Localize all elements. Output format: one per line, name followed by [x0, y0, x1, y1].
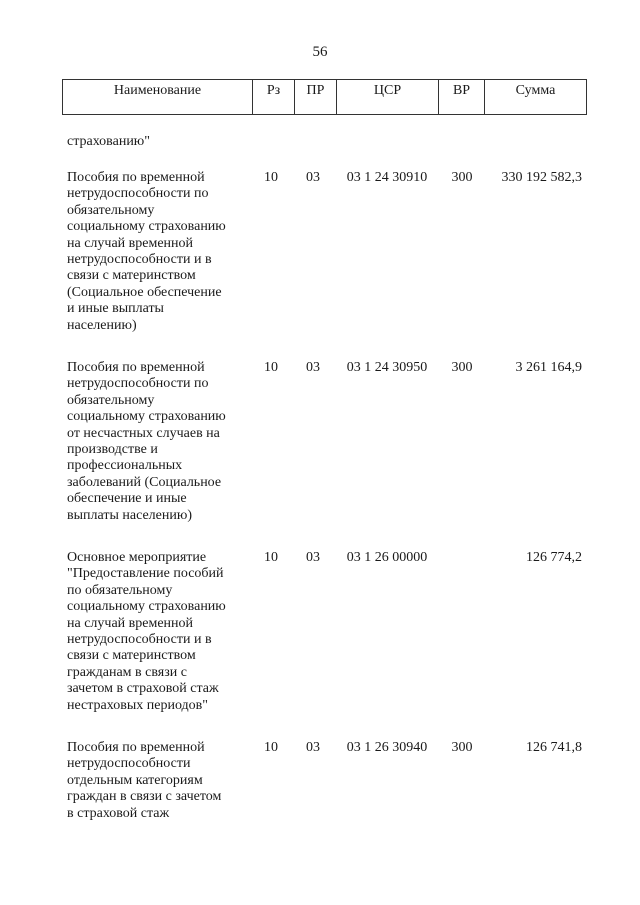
row-sum: 330 192 582,3 — [501, 170, 582, 185]
row-vr: 300 — [451, 740, 473, 755]
row-pr: 03 — [306, 740, 320, 755]
header-pr: ПР — [295, 80, 337, 114]
row-pr: 03 — [306, 360, 320, 375]
row-name: Пособия по временной нетрудоспособности по обязательному социальному страхованию от несчастных случаев на производстве и профессиональных заболеваний (Социальное обеспечение и иные выплаты населению) — [67, 360, 226, 523]
row-sum: 3 261 164,9 — [515, 360, 582, 375]
row-sum: 126 741,8 — [526, 740, 582, 755]
row-vr: 300 — [451, 170, 473, 185]
row-vr: 300 — [451, 360, 473, 375]
row-csr: 03 1 26 30940 — [346, 740, 428, 755]
continuation-text: страхованию" — [67, 134, 150, 149]
row-name: Основное мероприятие "Предоставление пособий по обязательному социальному страхованию на случай временной нетрудоспособности и в связи с материнством гражданам в связи с зачетом в страховой стаж нестраховых периодов" — [67, 550, 226, 713]
row-rz: 10 — [264, 360, 278, 375]
header-vr: ВР — [439, 80, 485, 114]
header-csr: ЦСР — [337, 80, 439, 114]
row-rz: 10 — [264, 170, 278, 185]
header-rz: Рз — [253, 80, 295, 114]
page-number: 56 — [312, 44, 328, 60]
row-sum: 126 774,2 — [526, 550, 582, 565]
header-name: Наименование — [63, 80, 253, 114]
row-pr: 03 — [306, 170, 320, 185]
row-csr: 03 1 24 30950 — [346, 360, 428, 375]
row-rz: 10 — [264, 740, 278, 755]
row-csr: 03 1 26 00000 — [346, 550, 428, 565]
row-name: Пособия по временной нетрудоспособности отдельным категориям граждан в связи с зачетом в страховой стаж — [67, 740, 222, 821]
table-header — [62, 79, 587, 115]
row-csr: 03 1 24 30910 — [346, 170, 428, 185]
row-pr: 03 — [306, 550, 320, 565]
row-name: Пособия по временной нетрудоспособности по обязательному социальному страхованию на случай временной нетрудоспособности и в связи с материнством (Социальное обеспечение и иные выплаты населению) — [67, 170, 226, 333]
header-sum: Сумма — [515, 83, 556, 98]
row-rz: 10 — [264, 550, 278, 565]
